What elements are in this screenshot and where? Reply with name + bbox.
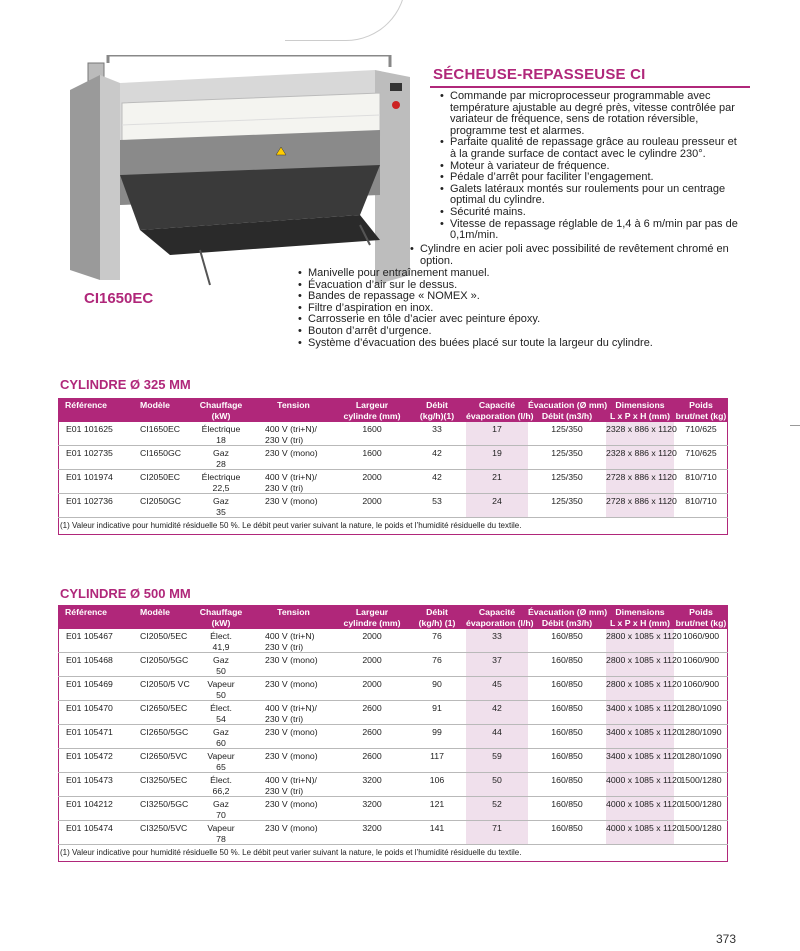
table-cell: 59 <box>492 751 502 761</box>
table-cell: 1060/900 <box>682 655 720 665</box>
table-cell: 230 V (mono) <box>265 799 318 809</box>
table-cell: 2800 x 1085 x 1120 <box>606 655 682 665</box>
table-cell: CI1650GC <box>140 448 182 458</box>
table-cell: 3400 x 1085 x 1120 <box>606 703 682 713</box>
column-header: Largeur cylindre (mm) <box>343 400 401 421</box>
table-cell: 44 <box>492 727 502 737</box>
table-footnote: (1) Valeur indicative pour humidité résiduelle 50 %. Le débit peut varier suivant la nature, le poids et l’humidité résiduelle du textile. <box>58 518 728 535</box>
table-cell: 230 V (mono) <box>265 496 318 506</box>
table-cell: 1600 <box>362 448 382 458</box>
table-cell: 710/625 <box>685 424 717 434</box>
table-cell: 1280/1090 <box>680 727 722 737</box>
spec-table-500 <box>58 605 728 862</box>
table-cell: 160/850 <box>551 679 583 689</box>
table-cell: 2000 <box>362 472 382 482</box>
table-cell: CI2050/5GC <box>140 655 189 665</box>
table-cell: 117 <box>430 751 444 761</box>
table-row <box>58 494 728 518</box>
side-tick <box>790 425 800 426</box>
table-cell: CI2050/5EC <box>140 631 188 641</box>
table-header <box>58 398 728 422</box>
table-cell: 71 <box>492 823 502 833</box>
table-cell: CI3250/5VC <box>140 823 188 833</box>
column-header: Chauffage (kW) <box>199 607 243 628</box>
table-cell: E01 105472 <box>66 751 113 761</box>
table-row <box>58 725 728 749</box>
table-cell: 125/350 <box>551 424 583 434</box>
feature-item: • Pédale d’arrêt pour faciliter l’engagement. <box>440 172 740 184</box>
table-row <box>58 797 728 821</box>
table-cell: 24 <box>492 496 502 506</box>
spec-table-325 <box>58 398 728 535</box>
table-cell: Élect. 41,9 <box>210 631 232 652</box>
feature-item: • Commande par microprocesseur programmable avec température ajustable au degré près, vitesse contrôlée par variateur de fréquence, sens de rotation réversible, programme test et alarmes. <box>440 91 740 137</box>
table-cell: 2000 <box>362 655 382 665</box>
table-cell: 2600 <box>362 727 382 737</box>
table-cell: E01 105469 <box>66 679 113 689</box>
column-header: Poids brut/net (kg) <box>675 400 727 421</box>
table-cell: E01 101625 <box>66 424 113 434</box>
table-cell: 3200 <box>362 799 382 809</box>
table-cell: 400 V (tri+N)/ 230 V (tri) <box>265 424 317 445</box>
table-row <box>58 821 728 845</box>
table-cell: 33 <box>492 631 502 641</box>
column-header: Modèle <box>140 607 170 617</box>
table-cell: 2800 x 1085 x 1120 <box>606 631 682 641</box>
table-cell: 2800 x 1085 x 1120 <box>606 679 682 689</box>
table-cell: 160/850 <box>551 631 583 641</box>
table-cell: 4000 x 1085 x 1120 <box>606 775 682 785</box>
table-cell: 37 <box>492 655 502 665</box>
table-cell: 1280/1090 <box>680 751 722 761</box>
feature-item: • Moteur à variateur de fréquence. <box>440 161 740 173</box>
table-cell: 230 V (mono) <box>265 448 318 458</box>
table-cell: E01 105474 <box>66 823 113 833</box>
table-cell: 99 <box>432 727 442 737</box>
feature-item: • Vitesse de repassage réglable de 1,4 à 6 m/min par pas de 0,1m/min. <box>440 219 740 242</box>
feature-item: • Évacuation d’air sur le dessus. <box>298 280 718 292</box>
table-cell: CI3250/5EC <box>140 775 188 785</box>
table-cell: 160/850 <box>551 655 583 665</box>
table-cell: E01 105468 <box>66 655 113 665</box>
table-cell: CI2650/5EC <box>140 703 188 713</box>
table-row <box>58 470 728 494</box>
table-cell: 1600 <box>362 424 382 434</box>
table-cell: CI2050/5 VC <box>140 679 190 689</box>
table-cell: Vapeur 65 <box>207 751 235 772</box>
table-cell: E01 102735 <box>66 448 113 458</box>
table-cell: 160/850 <box>551 823 583 833</box>
table-cell: 4000 x 1085 x 1120 <box>606 823 682 833</box>
feature-item: • Bandes de repassage « NOMEX ». <box>298 291 718 303</box>
table-cell: 400 V (tri+N)/ 230 V (tri) <box>265 775 317 796</box>
feature-item: • Filtre d’aspiration en inox. <box>298 303 718 315</box>
table-cell: 3200 <box>362 775 382 785</box>
feature-item: • Cylindre en acier poli avec possibilité de revêtement chromé en option. <box>410 244 740 267</box>
table-cell: 21 <box>492 472 502 482</box>
table-cell: 52 <box>492 799 502 809</box>
table-cell: 53 <box>432 496 442 506</box>
table-cell: 1280/1090 <box>680 703 722 713</box>
table-footnote: (1) Valeur indicative pour humidité résiduelle 50 %. Le débit peut varier suivant la nature, le poids et l’humidité résiduelle du textile. <box>58 845 728 862</box>
table-cell: E01 102736 <box>66 496 113 506</box>
table-cell: Électrique 18 <box>201 424 241 445</box>
table-cell: CI2050EC <box>140 472 181 482</box>
table-cell: Vapeur 78 <box>207 823 235 844</box>
feature-item: • Galets latéraux montés sur roulements pour un centrage optimal du cylindre. <box>440 184 740 207</box>
table-cell: 4000 x 1085 x 1120 <box>606 799 682 809</box>
table-cell: 810/710 <box>685 472 717 482</box>
table-cell: 1500/1280 <box>680 799 722 809</box>
table-cell: 2000 <box>362 496 382 506</box>
table-cell: 2000 <box>362 679 382 689</box>
table-cell: 1060/900 <box>682 631 720 641</box>
table-cell: 2728 x 886 x 1120 <box>606 496 677 506</box>
table-cell: CI2650/5GC <box>140 727 189 737</box>
table-cell: 230 V (mono) <box>265 823 318 833</box>
table-cell: Électrique 22,5 <box>201 472 241 493</box>
decorative-curve <box>285 0 406 41</box>
table-cell: 3200 <box>362 823 382 833</box>
table-cell: E01 105467 <box>66 631 113 641</box>
column-header: Dimensions L x P x H (mm) <box>609 607 671 628</box>
table-cell: 400 V (tri+N)/ 230 V (tri) <box>265 472 317 493</box>
column-header: Capacité évaporation (l/h) <box>466 607 534 628</box>
column-header: Évacuation (Ø mm) Débit (m3/h) <box>528 400 608 421</box>
table-row <box>58 749 728 773</box>
table-cell: 160/850 <box>551 775 583 785</box>
table-cell: 3400 x 1085 x 1120 <box>606 727 682 737</box>
table-cell: 42 <box>432 472 442 482</box>
table-cell: E01 105473 <box>66 775 113 785</box>
feature-item: • Bouton d’arrêt d’urgence. <box>298 326 718 338</box>
table-cell: 230 V (mono) <box>265 679 318 689</box>
table-cell: CI1650EC <box>140 424 181 434</box>
column-header: Débit (kg/h)(1) <box>419 400 455 421</box>
table-cell: 90 <box>432 679 442 689</box>
table-cell: Gaz 60 <box>213 727 229 748</box>
table-cell: 810/710 <box>685 496 717 506</box>
feature-item: • Manivelle pour entraînement manuel. <box>298 268 718 280</box>
table-cell: CI3250/5GC <box>140 799 189 809</box>
table-cell: 710/625 <box>685 448 717 458</box>
table-cell: 50 <box>492 775 502 785</box>
column-header: Référence <box>64 607 107 617</box>
table-cell: Gaz 50 <box>213 655 229 676</box>
table-row <box>58 653 728 677</box>
table-cell: 230 V (mono) <box>265 655 318 665</box>
table-cell: 2728 x 886 x 1120 <box>606 472 677 482</box>
table-cell: 2328 x 886 x 1120 <box>606 424 677 434</box>
table-cell: 160/850 <box>551 703 583 713</box>
column-header: Dimensions L x P x H (mm) <box>609 400 671 421</box>
table-cell: 125/350 <box>551 448 583 458</box>
table-cell: 91 <box>432 703 442 713</box>
feature-item: • Parfaite qualité de repassage grâce au rouleau presseur et à la grande surface de contact avec le cylindre 230°. <box>440 137 740 160</box>
table-cell: E01 105470 <box>66 703 113 713</box>
table-cell: 141 <box>429 823 445 833</box>
column-header: Tension <box>277 607 310 617</box>
table-cell: CI2650/5VC <box>140 751 188 761</box>
table-row <box>58 629 728 653</box>
table-cell: 125/350 <box>551 472 583 482</box>
feature-item: • Système d’évacuation des buées placé sur toute la largeur du cylindre. <box>298 338 718 350</box>
table-cell: 121 <box>429 799 445 809</box>
table-cell: 400 V (tri+N) 230 V (tri) <box>265 631 315 652</box>
table-row <box>58 773 728 797</box>
table-cell: 1060/900 <box>682 679 720 689</box>
column-header: Référence <box>64 400 107 410</box>
table-cell: Gaz 70 <box>213 799 229 820</box>
feature-item: • Carrosserie en tôle d’acier avec peinture époxy. <box>298 314 718 326</box>
table-cell: 160/850 <box>551 799 583 809</box>
table-cell: 2600 <box>362 703 382 713</box>
table-cell: 400 V (tri+N)/ 230 V (tri) <box>265 703 317 724</box>
column-header: Débit (kg/h) (1) <box>418 607 456 628</box>
model-label: CI1650EC <box>84 290 154 307</box>
table-cell: 125/350 <box>551 496 583 506</box>
table-cell: 160/850 <box>551 727 583 737</box>
feature-list-b <box>410 244 740 267</box>
column-header: Largeur cylindre (mm) <box>343 607 401 628</box>
table-cell: 19 <box>492 448 502 458</box>
table-cell: 1500/1280 <box>680 775 722 785</box>
table-cell: 76 <box>432 655 442 665</box>
table-cell: 42 <box>432 448 442 458</box>
page-number: 373 <box>716 932 737 946</box>
table1-title: CYLINDRE Ø 325 MM <box>60 377 191 392</box>
table-cell: 76 <box>432 631 442 641</box>
table-cell: Vapeur 50 <box>207 679 235 700</box>
table-cell: 17 <box>492 424 502 434</box>
table-cell: 2328 x 886 x 1120 <box>606 448 677 458</box>
column-header: Capacité évaporation (l/h) <box>466 400 534 421</box>
table-cell: 106 <box>429 775 445 785</box>
table-cell: E01 104212 <box>66 799 113 809</box>
table-cell: 1500/1280 <box>680 823 722 833</box>
table-cell: Gaz 28 <box>213 448 229 469</box>
column-header: Poids brut/net (kg) <box>675 607 727 628</box>
feature-item: • Sécurité mains. <box>440 207 740 219</box>
table2-title: CYLINDRE Ø 500 MM <box>60 586 191 601</box>
column-header: Modèle <box>140 400 170 410</box>
table-header <box>58 605 728 629</box>
table-cell: 3400 x 1085 x 1120 <box>606 751 682 761</box>
title-underline <box>430 86 750 88</box>
feature-list-a <box>440 91 740 242</box>
product-title: SÉCHEUSE-REPASSEUSE CI <box>433 66 646 83</box>
table-cell: 230 V (mono) <box>265 727 318 737</box>
table-row <box>58 677 728 701</box>
table-cell: 33 <box>432 424 442 434</box>
table-row <box>58 422 728 446</box>
table-cell: 2000 <box>362 631 382 641</box>
table-cell: Élect. 66,2 <box>210 775 232 796</box>
column-header: Chauffage (kW) <box>199 400 243 421</box>
table-cell: 42 <box>492 703 502 713</box>
ironer-machine-image <box>60 55 420 290</box>
table-cell: E01 105471 <box>66 727 113 737</box>
table-cell: 2600 <box>362 751 382 761</box>
feature-list-c <box>298 268 718 349</box>
table-row <box>58 701 728 725</box>
column-header: Évacuation (Ø mm) Débit (m3/h) <box>528 607 608 628</box>
table-cell: 160/850 <box>551 751 583 761</box>
table-cell: Élect. 54 <box>210 703 232 724</box>
table-cell: 45 <box>492 679 502 689</box>
table-row <box>58 446 728 470</box>
table-cell: Gaz 35 <box>213 496 229 517</box>
table-cell: 230 V (mono) <box>265 751 318 761</box>
table-cell: CI2050GC <box>140 496 182 506</box>
table-cell: E01 101974 <box>66 472 113 482</box>
column-header: Tension <box>277 400 310 410</box>
